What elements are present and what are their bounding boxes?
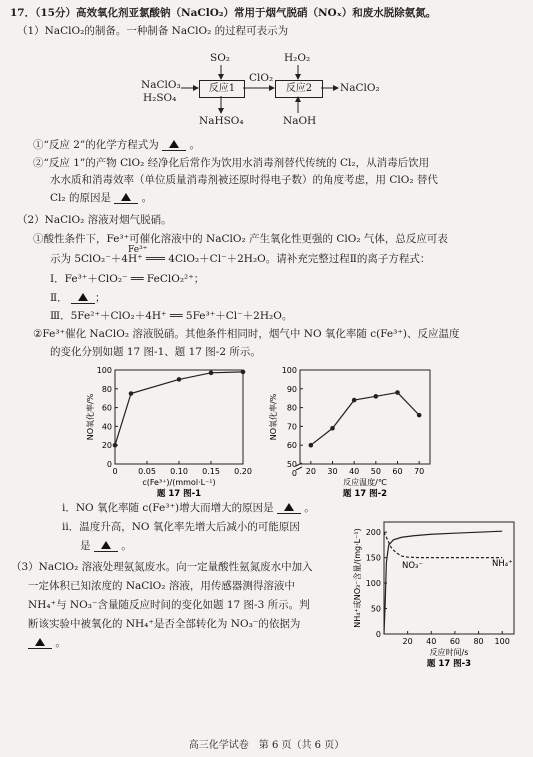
flow-nahso4: NaHSO₄ (199, 115, 244, 127)
q2-1-line1: ①酸性条件下，Fe³⁺可催化溶液中的 NaClO₂ 产生氧化性更强的 ClO₂ 气体，总反应可表 (33, 233, 448, 245)
y-tick-label: 0 (375, 630, 381, 639)
data-point (395, 390, 400, 395)
answer-blank[interactable] (28, 638, 52, 649)
figure-17-2 (268, 362, 446, 502)
figure-caption: 题 17 图-1 (156, 489, 202, 499)
part1-header: （1）NaClO₂的制备。一种制备 NaClO₂ 的过程可表示为 (17, 25, 289, 37)
condition-fe3: Fe³⁺ (128, 245, 148, 255)
y-tick-label: 100 (281, 366, 297, 375)
q1-2-line3: Cl₂ 的原因是 。 (50, 192, 153, 204)
x-tick-label: 40 (426, 637, 437, 646)
flow-h2so4: H₂SO₄ (143, 92, 177, 104)
x-axis-label: c(Fe³⁺)/(mmol·L⁻¹) (142, 478, 216, 487)
data-point (309, 443, 314, 448)
flow-box-reaction2: 反应2 (275, 80, 323, 98)
q-ii-line1: ⅱ．温度升高，NO 氧化率先增大后减小的可能原因 (62, 521, 300, 533)
step-1: Ⅰ．Fe³⁺＋ClO₂⁻ ══ FeClO₂²⁺； (50, 273, 205, 285)
answer-blank[interactable] (277, 503, 301, 514)
step-3: Ⅲ．5Fe²⁺＋ClO₂＋4H⁺ ══ 5Fe³⁺＋Cl⁻＋2H₂O。 (50, 310, 293, 322)
answer-blank[interactable] (71, 293, 95, 304)
series-label-nh4: NH₄⁺ (492, 559, 513, 569)
y-tick-label: 60 (101, 403, 112, 413)
x-tick-label: 50 (370, 467, 381, 476)
q2-2-line2: 的变化分别如题 17 图-1、题 17 图-2 所示。 (50, 346, 261, 358)
x-tick-label: 60 (392, 467, 403, 476)
x-tick-label: 30 (327, 467, 338, 476)
flow-clo2: ClO₂ (249, 72, 274, 84)
y-tick-label: 50 (370, 604, 381, 614)
y-axis-label: NO氧化率/% (269, 393, 278, 441)
y-axis-label: NO氧化率/% (86, 393, 95, 441)
x-tick-label: 100 (494, 637, 510, 646)
x-tick-label: 0.10 (170, 467, 188, 476)
step-2: Ⅱ． ； (50, 292, 106, 304)
y-tick-label: 200 (365, 528, 381, 538)
q2-1-line2: 示为 5ClO₂⁻＋4H⁺ ═══ 4ClO₂＋Cl⁻＋2H₂O。请补充完整过程Ⅱ的离子方程式： (50, 253, 431, 265)
flow-so2: SO₂ (210, 52, 231, 64)
x-axis-label: 反应温度/℃ (343, 478, 387, 487)
part3-line4: 断该实验中被氧化的 NH₄⁺是否全部转化为 NO₃⁻的依据为 (28, 618, 301, 630)
flow-box-reaction1: 反应1 (199, 80, 245, 98)
q2-2-line1: ②Fe³⁺催化 NaClO₂ 溶液脱硝。其他条件相同时，烟气中 NO 氧化率随 c(Fe³⁺)、反应温度 (33, 328, 460, 340)
plot-frame (300, 370, 430, 464)
y-tick-label: 100 (365, 579, 381, 589)
data-point (113, 443, 118, 448)
data-point (330, 426, 335, 431)
series-line-1 (384, 531, 502, 634)
part2-header: （2）NaClO₂ 溶液对烟气脱硝。 (17, 214, 172, 226)
y-tick-label: 60 (286, 441, 297, 451)
x-tick-label: 0.05 (138, 467, 156, 476)
series-line-0 (384, 532, 502, 557)
figure-17-3 (352, 512, 527, 674)
y-tick-label: 50 (286, 460, 297, 469)
x-tick-label: 20 (402, 637, 413, 646)
answer-blank[interactable] (162, 140, 186, 151)
q-i: ⅰ．NO 氧化率随 c(Fe³⁺)增大而增大的原因是 。 (62, 502, 315, 514)
x-tick-label: 40 (349, 467, 360, 476)
y-tick-label: 70 (286, 422, 297, 432)
answer-blank[interactable] (94, 541, 118, 552)
series-label-no3: NO₃⁻ (402, 561, 423, 571)
data-point (417, 413, 422, 418)
x-axis-label: 反应时间/s (429, 648, 469, 657)
y-tick-label: 80 (286, 403, 297, 413)
flow-h2o2: H₂O₂ (284, 52, 311, 64)
figure-caption: 题 17 图-2 (342, 489, 388, 499)
q1-2-line1: ②“反应 1”的产物 ClO₂ 经净化后常作为饮用水消毒剂替代传统的 Cl₂，从消毒后饮用 (33, 157, 430, 169)
x-tick-label: 70 (414, 467, 425, 476)
q-ii-line2: 是 。 (80, 540, 132, 552)
figure-17-1 (85, 362, 270, 502)
y-tick-label-zero: 0 (291, 469, 297, 478)
x-tick-label: 0 (112, 467, 118, 476)
x-tick-label: 0.20 (234, 467, 252, 476)
flow-arrows (0, 0, 533, 140)
plot-frame (384, 522, 514, 634)
q1-2-line2: 水水质和消毒效率（单位质量消毒剂被还原时得电子数）的角度考虑，用 ClO₂ 替代 (50, 174, 438, 186)
y-tick-label: 0 (106, 460, 112, 469)
series-line-0 (311, 393, 419, 446)
part3-line2: 一定体积已知浓度的 NaClO₂ 溶液，用传感器测得溶液中 (28, 580, 295, 592)
q1-1: ①“反应 2”的化学方程式为 。 (33, 139, 200, 151)
plot-frame (115, 370, 243, 464)
x-tick-label: 20 (305, 467, 316, 476)
y-tick-label: 100 (96, 366, 112, 375)
part3-line1: （3）NaClO₂ 溶液处理氨氮废水。向一定量酸性氨氮废水中加入 (11, 561, 313, 573)
page-footer: 高三化学试卷 第 6 页（共 6 页） (188, 740, 345, 751)
x-tick-label: 0.15 (202, 467, 220, 476)
part3-line3: NH₄⁺与 NO₃⁻含量随反应时间的变化如题 17 图-3 所示。判 (28, 599, 310, 611)
data-point (374, 394, 379, 399)
y-tick-label: 20 (101, 441, 112, 451)
answer-blank[interactable] (114, 193, 138, 204)
question-title: 17．（15分）高效氧化剂亚氯酸钠（NaClO₂）常用于烟气脱硝（NOₓ）和废水脱除氨氮。 (10, 7, 437, 19)
data-point (129, 391, 134, 396)
figure-caption: 题 17 图-3 (426, 659, 472, 669)
part3-answer: 。 (28, 637, 66, 650)
data-point (209, 371, 214, 376)
flow-naclo2: NaClO₂ (340, 82, 380, 94)
y-tick-label: 150 (365, 553, 381, 563)
flow-naclo3: NaClO₃ (141, 79, 181, 91)
x-tick-label: 80 (473, 637, 484, 646)
x-tick-label: 60 (449, 637, 461, 646)
data-point (177, 377, 182, 382)
y-tick-label: 80 (101, 384, 112, 394)
data-point (241, 370, 246, 375)
data-point (352, 398, 357, 403)
flow-naoh: NaOH (283, 115, 317, 127)
y-tick-label: 90 (286, 384, 297, 394)
y-tick-label: 40 (101, 422, 112, 432)
series-line-0 (115, 372, 243, 445)
y-axis-label: NH₄⁺或NO₃⁻含量/(mg·L⁻¹) (353, 528, 362, 628)
